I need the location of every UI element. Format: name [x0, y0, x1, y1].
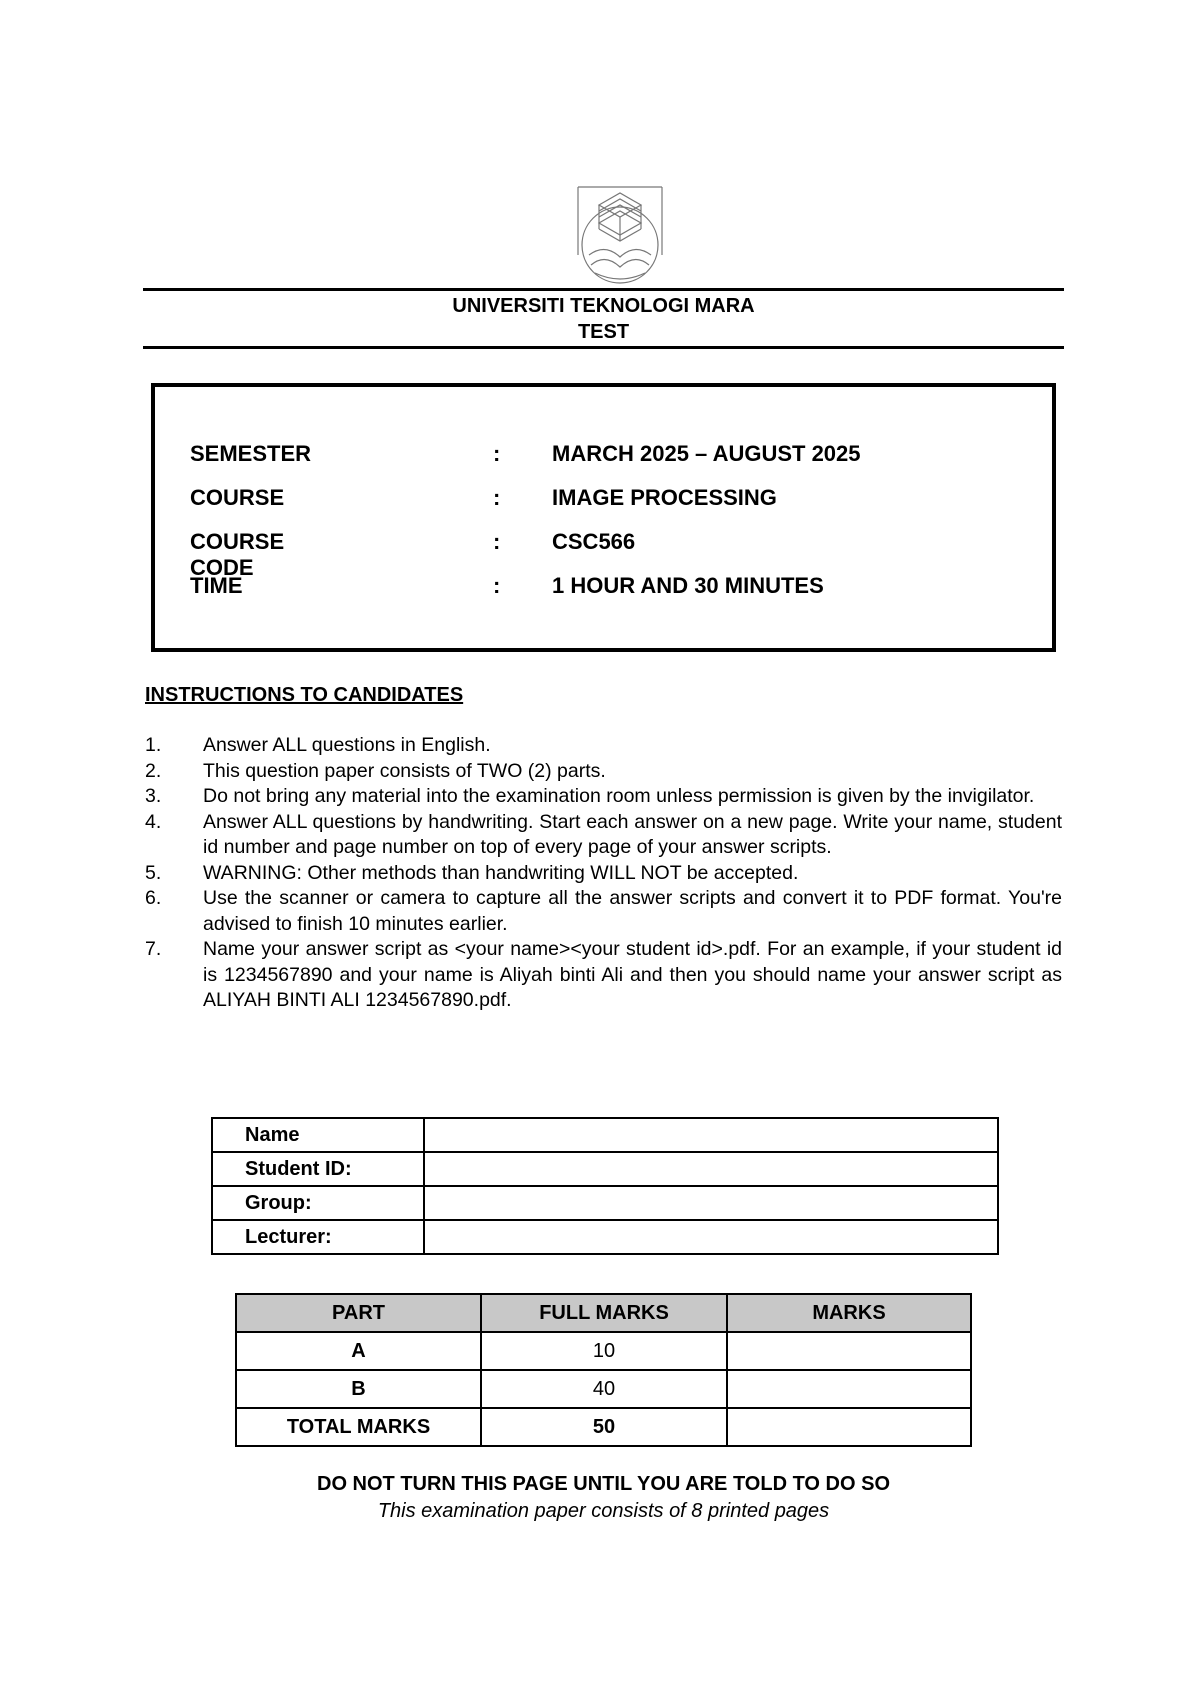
instruction-text: WARNING: Other methods than handwriting WILL NOT be accepted.: [203, 861, 799, 884]
university-crest-icon: [575, 185, 665, 291]
info-label: TIME: [190, 573, 243, 598]
info-value: 1 HOUR AND 30 MINUTES: [552, 573, 824, 598]
table-row: [212, 1186, 998, 1220]
instruction-item: [145, 759, 1062, 785]
info-colon: :: [493, 529, 501, 554]
info-value: MARCH 2025 – AUGUST 2025: [552, 441, 861, 466]
table-row: [236, 1332, 971, 1370]
table-row: [212, 1220, 998, 1254]
marks-table: [235, 1293, 972, 1447]
part-cell: B: [236, 1370, 481, 1408]
table-row: [236, 1370, 971, 1408]
column-header-part: PART: [236, 1294, 481, 1332]
instruction-number: 7.: [145, 938, 162, 960]
instructions-heading: INSTRUCTIONS TO CANDIDATES: [145, 684, 464, 706]
candidate-label-lecturer: Lecturer:: [212, 1220, 424, 1254]
table-header-row: [236, 1294, 971, 1332]
instruction-item: [145, 733, 1062, 759]
instruction-item: [145, 861, 1062, 887]
instruction-item: [145, 886, 1062, 937]
instruction-item: [145, 937, 1062, 1014]
info-label: COURSE: [190, 485, 285, 510]
candidate-name-field[interactable]: [424, 1118, 998, 1152]
full-marks-cell: 40: [481, 1370, 727, 1408]
exam-info-box: [151, 383, 1056, 652]
full-marks-cell: 10: [481, 1332, 727, 1370]
total-full-marks-cell: 50: [481, 1408, 727, 1446]
document-type: TEST: [577, 321, 630, 343]
instruction-text: Use the scanner or camera to capture all the answer scripts and convert it to PDF format. You're advised to finish 10 minutes earlier.: [203, 887, 1062, 935]
instruction-number: 4.: [145, 810, 162, 833]
total-marks-cell[interactable]: [727, 1408, 971, 1446]
instruction-number: 1.: [145, 734, 162, 756]
instruction-text: This question paper consists of TWO (2) parts.: [203, 759, 606, 782]
info-colon: :: [493, 441, 501, 466]
info-colon: :: [493, 485, 501, 510]
instruction-number: 6.: [145, 887, 162, 909]
footer-warning: DO NOT TURN THIS PAGE UNTIL YOU ARE TOLD TO DO SO: [317, 1473, 890, 1495]
column-header-marks: MARKS: [727, 1294, 971, 1332]
marks-cell[interactable]: [727, 1370, 971, 1408]
instruction-item: [145, 810, 1062, 861]
info-colon: :: [493, 573, 501, 598]
instruction-text: Answer ALL questions in English.: [203, 734, 491, 756]
candidate-lecturer-field[interactable]: [424, 1220, 998, 1254]
info-value: IMAGE PROCESSING: [552, 485, 777, 510]
total-label-cell: TOTAL MARKS: [236, 1408, 481, 1446]
instructions-list: [145, 733, 1062, 1014]
candidate-label-student-id: Student ID:: [212, 1152, 424, 1186]
candidate-group-field[interactable]: [424, 1186, 998, 1220]
header-bottom-rule: [143, 346, 1064, 349]
info-label: COURSE CODE: [190, 529, 285, 580]
university-name: UNIVERSITI TEKNOLOGI MARA: [452, 295, 755, 317]
info-value: CSC566: [552, 529, 636, 554]
candidate-label-name: Name: [212, 1118, 424, 1152]
footer-page-count-note: This examination paper consists of 8 printed pages: [377, 1500, 830, 1522]
instruction-text: Do not bring any material into the examination room unless permission is given by the invigilator.: [203, 785, 1035, 807]
instruction-number: 5.: [145, 861, 162, 884]
instruction-item: [145, 784, 1062, 810]
instruction-number: 3.: [145, 785, 162, 807]
candidate-student-id-field[interactable]: [424, 1152, 998, 1186]
info-label: SEMESTER: [190, 441, 312, 466]
total-row: [236, 1408, 971, 1446]
header-top-rule: [143, 288, 1064, 291]
column-header-full-marks: FULL MARKS: [481, 1294, 727, 1332]
instruction-text: Answer ALL questions by handwriting. Start each answer on a new page. Write your name, student id number and page number on top of every page of your answer scripts.: [203, 810, 1062, 858]
instruction-number: 2.: [145, 759, 162, 782]
instruction-text: Name your answer script as <your name><your student id>.pdf. For an example, if your student id is 1234567890 and your name is Aliyah binti Ali and then you should name your answer script as ALIYAH BINTI ALI 1234567890.pdf.: [203, 938, 1062, 1011]
marks-cell[interactable]: [727, 1332, 971, 1370]
candidate-label-group: Group:: [212, 1186, 424, 1220]
table-row: [212, 1118, 998, 1152]
candidate-details-table: [211, 1117, 999, 1255]
table-row: [212, 1152, 998, 1186]
part-cell: A: [236, 1332, 481, 1370]
